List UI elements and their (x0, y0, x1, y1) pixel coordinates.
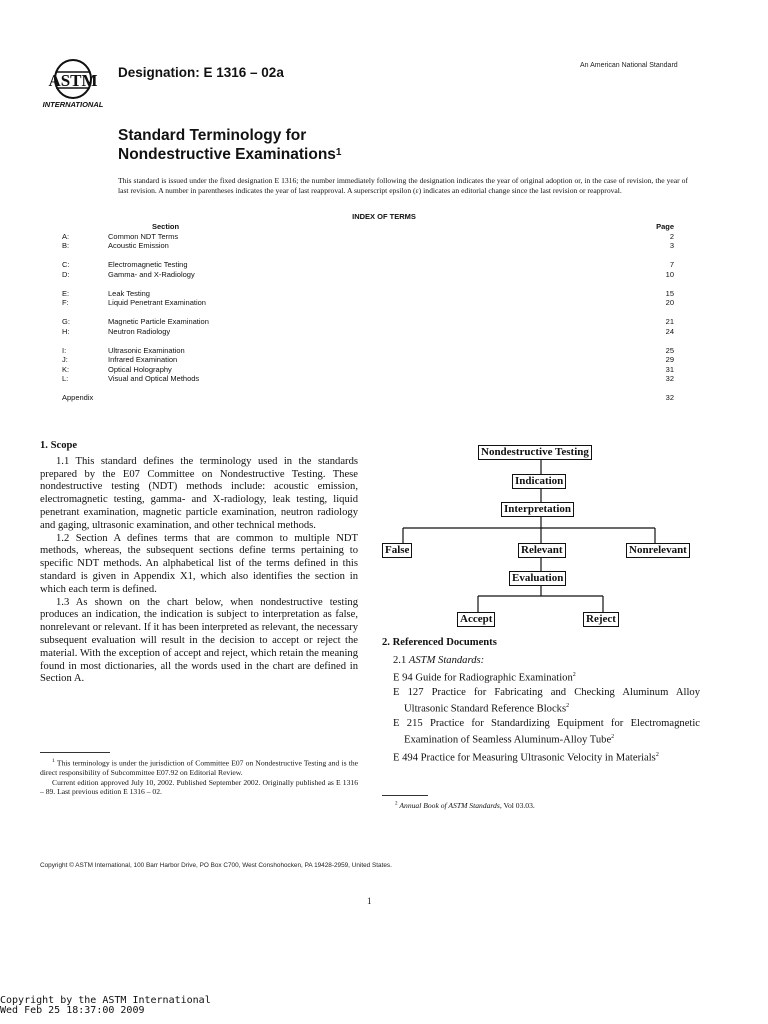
standard-type: An American National Standard (580, 62, 678, 69)
index-section-name: Optical Holography (108, 364, 172, 374)
index-row (62, 260, 674, 270)
index-page: 25 (665, 345, 674, 355)
index-letter: H: (62, 326, 70, 336)
index-section-name: Leak Testing (108, 288, 150, 298)
index-row (62, 241, 674, 251)
node-interpretation: Interpretation (501, 502, 574, 517)
node-nondestructive-testing: Nondestructive Testing (478, 445, 592, 460)
index-page: 24 (665, 326, 674, 336)
index-row (62, 232, 674, 242)
index-row (62, 327, 674, 337)
index-page: 2 (669, 231, 674, 241)
index-spacer (62, 251, 674, 261)
index-section-name: Magnetic Particle Examination (108, 317, 209, 326)
index-page: 20 (665, 298, 674, 307)
index-letter: B: (62, 241, 70, 250)
index-row (62, 355, 674, 365)
index-appendix-page: 32 (665, 393, 674, 402)
footnote-1: $^1$ This terminology is under the jurisdiction of Committee E07 on Nondestructive Testing and is the direct responsibility of Subcommittee E07.92 on Editorial Review. (40, 758, 358, 778)
designation: Designation: E 1316 – 02a (118, 65, 284, 80)
node-relevant: Relevant (518, 543, 566, 558)
index-row (62, 365, 674, 375)
index-page: 10 (665, 269, 674, 279)
index-section-name: Acoustic Emission (108, 241, 169, 250)
reference-item: E 215 Practice for Standardizing Equipment for Electromagnetic Examination of Seamless Aluminum-Alloy Tube$^2$ (393, 718, 700, 746)
index-row (62, 317, 674, 327)
copyright-line: Copyright © ASTM International, 100 Barr Harbor Drive, PO Box C700, West Conshohocken, PA 19428-2959, United States. (40, 862, 392, 869)
scope-paragraph-3: 1.3 As shown on the chart below, when nondestructive testing produces an indication, the indication is subject to interpretation as false, nonrelevant or relevant. If it has been interpreted as relevant, the necessary subsequent evaluation will result in the decision to accept or reject the material. With the exception of accept and reject, which retain the meaning found in most dictionaries, all the words used in the chart are defined in Section A. (40, 596, 358, 685)
reference-item: E 127 Practice for Fabricating and Checking Aluminum Alloy Ultrasonic Standard Reference Blocks$^2$ (393, 686, 700, 715)
title-line-1: Standard Terminology for (118, 127, 307, 144)
index-page: 29 (665, 355, 674, 364)
index-section-name: Gamma- and X-Radiology (108, 269, 195, 279)
index-section-name: Liquid Penetrant Examination (108, 298, 206, 307)
footnote-rule-right (382, 795, 428, 796)
node-accept: Accept (457, 612, 495, 627)
index-letter: L: (62, 374, 69, 383)
ndt-flowchart (378, 440, 700, 630)
svg-text:INTERNATIONAL: INTERNATIONAL (42, 100, 104, 109)
index-appendix-label: Appendix (62, 393, 94, 402)
index-row (62, 270, 674, 280)
index-page: 15 (665, 288, 674, 298)
index-col-page: Page (656, 222, 674, 231)
scope-paragraph-2: 1.2 Section A defines terms that are common to multiple NDT methods, whereas, the subsequent sections define terms pertaining to specific NDT methods. An alphabetical list of the terms defined in this standard is given in Appendix X1, which also identifies the section in which each term is defined. (40, 532, 358, 595)
index-page: 21 (665, 317, 674, 326)
index-section-name: Ultrasonic Examination (108, 345, 185, 355)
document-title (118, 126, 341, 164)
index-title: INDEX OF TERMS (352, 212, 416, 221)
node-indication: Indication (512, 474, 566, 489)
flowchart-connectors (378, 440, 700, 630)
index-letter: F: (62, 298, 69, 307)
index-row-appendix (62, 393, 674, 403)
stamp-line-2: Wed Feb 25 18:37:00 2009 (0, 1005, 145, 1016)
node-reject: Reject (583, 612, 619, 627)
index-section-name: Infrared Examination (108, 355, 178, 364)
node-evaluation: Evaluation (509, 571, 566, 586)
index-page: 3 (669, 241, 674, 250)
astm-seal-icon (40, 58, 106, 110)
node-nonrelevant: Nonrelevant (626, 543, 690, 558)
node-false: False (382, 543, 412, 558)
download-stamp (0, 996, 211, 1016)
footnote-1-edition: Current edition approved July 10, 2002. Published September 2002. Originally published as E 1316 – 89. Last previous edition E 1316 – 02. (40, 777, 358, 797)
index-spacer (62, 384, 674, 394)
index-table (62, 222, 674, 403)
index-row (62, 374, 674, 384)
astm-standards-subheading: 2.1 ASTM Standards: (393, 654, 485, 666)
scope-heading: 1. Scope (40, 440, 78, 451)
footnote-right: $^2$ Annual Book of ASTM Standards, Vol 03.03. (395, 801, 535, 810)
index-row (62, 289, 674, 299)
index-letter: E: (62, 288, 70, 298)
referenced-documents (382, 637, 700, 768)
index-page: 32 (665, 374, 674, 383)
index-letter: G: (62, 317, 70, 326)
index-letter: K: (62, 364, 70, 374)
index-appendix-spacer (108, 393, 634, 403)
index-section-name: Common NDT Terms (108, 231, 179, 241)
scope-paragraph-1: 1.1 This standard defines the terminology used in the standards prepared by the E07 Committee on Nondestructive Testing. These nondestructive testing (NDT) methods include: acoustic emission, electromagnetic testing, gamma- and X-radiology, leak testing, liquid penetrant examination, magnetic particle examination, neutron radiology and gaging, ultrasonic examination, and other technical methods. (40, 455, 358, 531)
scope-section (40, 440, 358, 686)
index-spacer (62, 279, 674, 289)
index-row (62, 298, 674, 308)
referenced-heading: 2. Referenced Documents (382, 637, 497, 648)
index-letter: J: (62, 355, 68, 364)
index-letter: D: (62, 269, 70, 279)
footnote-rule-left (40, 752, 110, 753)
index-page: 7 (669, 260, 674, 269)
reference-item: E 94 Guide for Radiographic Examination$^2$ (393, 671, 576, 684)
astm-logo (40, 58, 106, 110)
svg-text:ASTM: ASTM (48, 71, 98, 90)
index-letter: A: (62, 231, 70, 241)
title-line-2: Nondestructive Examinations$^1$ (118, 146, 342, 163)
index-body (62, 232, 674, 403)
index-section-name: Electromagnetic Testing (108, 260, 188, 269)
index-letter: C: (62, 260, 70, 269)
page-number: 1 (367, 896, 372, 906)
index-section-name: Neutron Radiology (108, 326, 171, 336)
stamp-line-1: Copyright by the ASTM International (0, 995, 211, 1006)
index-spacer (62, 336, 674, 346)
index-spacer (62, 308, 674, 318)
reference-item: E 494 Practice for Measuring Ultrasonic Velocity in Materials$^2$ (393, 752, 659, 764)
index-section-name: Visual and Optical Methods (108, 374, 200, 383)
index-page: 31 (665, 364, 674, 374)
index-letter: I: (62, 345, 67, 355)
title-footnote-mark: 1 (335, 147, 342, 158)
issue-statement: This standard is issued under the fixed designation E 1316; the number immediately following the designation indicates the year of original adoption or, in the case of revision, the year of last revision. A number in parentheses indicates the year of last reapproval. A superscript epsilon (ε) indicates an editorial change since the last revision or reapproval. (118, 176, 688, 195)
footnote-left (40, 757, 358, 797)
index-col-section: Section (152, 222, 180, 231)
index-row (62, 346, 674, 356)
